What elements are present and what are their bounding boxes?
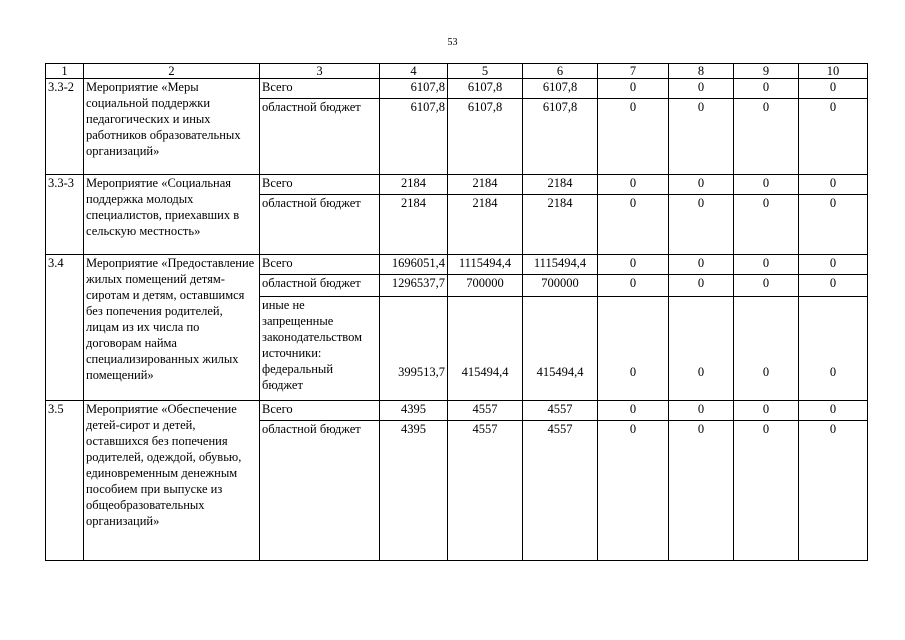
- table-cell: 0: [734, 275, 799, 297]
- table-cell: 1296537,7: [380, 275, 448, 297]
- source-label: иные не запрещенные законодательством источники: федеральный бюджет: [260, 297, 380, 401]
- column-header: 3: [260, 64, 380, 79]
- row-id: 3.5: [46, 401, 84, 561]
- table-cell: 0: [734, 297, 799, 401]
- table-cell: 6107,8: [523, 79, 598, 99]
- table-cell: 4557: [448, 401, 523, 421]
- table-cell: 0: [799, 421, 868, 561]
- table-cell: 0: [734, 99, 799, 175]
- column-header: 5: [448, 64, 523, 79]
- table-cell: 0: [598, 275, 669, 297]
- table-cell: 700000: [523, 275, 598, 297]
- table-cell: 4557: [448, 421, 523, 561]
- table-cell: 2184: [448, 175, 523, 195]
- table-cell: 1696051,4: [380, 255, 448, 275]
- table-cell: 0: [734, 421, 799, 561]
- row-name: Мероприятие «Обеспечение детей-сирот и детей, оставшихся без попечения родителей, одеждой, обувью, единовременным денежным пособием при выпуске из общеобразовательных организаций»: [84, 401, 260, 561]
- table-cell: 0: [669, 175, 734, 195]
- row-name: Мероприятие «Предоставление жилых помещений детям-сиротам и детям, оставшимся без попечения родителей, лицам из их числа по договорам найма специализированных жилых помещений»: [84, 255, 260, 401]
- table-cell: 0: [669, 99, 734, 175]
- table-cell: 4395: [380, 401, 448, 421]
- table-cell: 0: [598, 255, 669, 275]
- table-cell: 399513,7: [380, 297, 448, 401]
- table-cell: 0: [734, 195, 799, 255]
- table-header-row: [46, 64, 868, 79]
- table-cell: 0: [669, 401, 734, 421]
- table-cell: 1115494,4: [523, 255, 598, 275]
- table-row: [46, 255, 868, 275]
- table-cell: 0: [598, 175, 669, 195]
- column-header: 9: [734, 64, 799, 79]
- source-label: областной бюджет: [260, 421, 380, 561]
- source-label: Всего: [260, 401, 380, 421]
- table-cell: 0: [799, 99, 868, 175]
- source-label: областной бюджет: [260, 99, 380, 175]
- table-cell: 0: [799, 79, 868, 99]
- table-cell: 0: [598, 195, 669, 255]
- table-cell: 0: [669, 297, 734, 401]
- column-header: 2: [84, 64, 260, 79]
- table-cell: 700000: [448, 275, 523, 297]
- page-number: 53: [447, 37, 458, 48]
- table-cell: 4395: [380, 421, 448, 561]
- source-label: областной бюджет: [260, 195, 380, 255]
- table-cell: 6107,8: [448, 99, 523, 175]
- table-cell: 415494,4: [523, 297, 598, 401]
- table-cell: 0: [799, 275, 868, 297]
- table-row: [46, 175, 868, 195]
- column-header: 8: [669, 64, 734, 79]
- table-cell: 2184: [448, 195, 523, 255]
- table-cell: 6107,8: [523, 99, 598, 175]
- table-cell: 0: [734, 175, 799, 195]
- table-cell: 0: [734, 401, 799, 421]
- table-cell: 0: [669, 421, 734, 561]
- row-id: 3.3-3: [46, 175, 84, 255]
- budget-table: [45, 63, 868, 561]
- table-cell: 0: [799, 175, 868, 195]
- table-cell: 0: [734, 255, 799, 275]
- table-cell: 0: [799, 255, 868, 275]
- row-name: Мероприятие «Социальная поддержка молодых специалистов, приехавших в сельскую местность»: [84, 175, 260, 255]
- row-id: 3.4: [46, 255, 84, 401]
- table-cell: 0: [598, 79, 669, 99]
- table-cell: 0: [598, 99, 669, 175]
- table-cell: 4557: [523, 401, 598, 421]
- table-cell: 0: [734, 79, 799, 99]
- table-cell: 0: [598, 297, 669, 401]
- column-header: 1: [46, 64, 84, 79]
- table-cell: 6107,8: [380, 99, 448, 175]
- column-header: 7: [598, 64, 669, 79]
- row-name: Мероприятие «Меры социальной поддержки педагогических и иных работников образовательных организаций»: [84, 79, 260, 175]
- source-label: Всего: [260, 79, 380, 99]
- table-cell: 0: [799, 195, 868, 255]
- table-cell: 0: [799, 401, 868, 421]
- table-cell: 0: [669, 195, 734, 255]
- row-id: 3.3-2: [46, 79, 84, 175]
- table-cell: 2184: [380, 195, 448, 255]
- table-cell: 0: [669, 79, 734, 99]
- table-cell: 2184: [380, 175, 448, 195]
- table-cell: 0: [669, 255, 734, 275]
- column-header: 10: [799, 64, 868, 79]
- table-cell: 415494,4: [448, 297, 523, 401]
- table-cell: 0: [598, 401, 669, 421]
- table-cell: 0: [669, 275, 734, 297]
- table-cell: 0: [598, 421, 669, 561]
- table-cell: 2184: [523, 175, 598, 195]
- column-header: 4: [380, 64, 448, 79]
- source-label: Всего: [260, 255, 380, 275]
- table-cell: 1115494,4: [448, 255, 523, 275]
- column-header: 6: [523, 64, 598, 79]
- source-label: Всего: [260, 175, 380, 195]
- table-row: [46, 79, 868, 99]
- table-cell: 6107,8: [448, 79, 523, 99]
- table-cell: 6107,8: [380, 79, 448, 99]
- table-cell: 0: [799, 297, 868, 401]
- table-cell: 2184: [523, 195, 598, 255]
- table-row: [46, 401, 868, 421]
- source-label: областной бюджет: [260, 275, 380, 297]
- table-cell: 4557: [523, 421, 598, 561]
